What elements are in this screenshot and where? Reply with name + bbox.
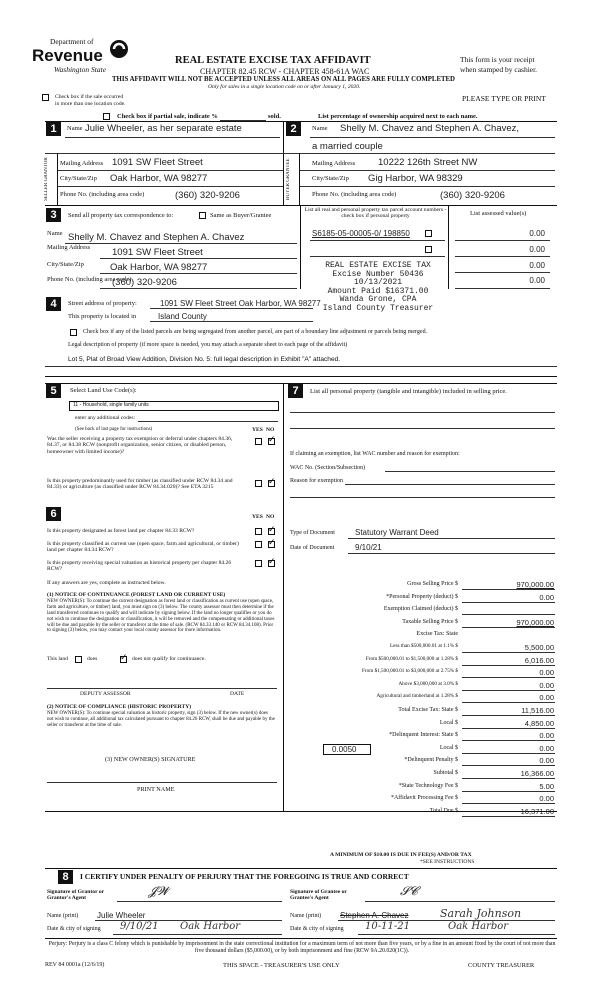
s6-no-label: NO [266, 514, 275, 520]
notice1-body: NEW OWNER(S): To continue the current designation as forest land or classification as current use (open space, farm and agriculture, or timber) land, you must sign on (3) below. The county assessor must then determine if the land transferred continues to qualify and will indicate by signing below. If the land no longer qualifies or you do not wish to continue the designation or classification, it will be removed and the compensating or additional taxes will be due and payable by the seller or transferor at the time of sale. (RCW 84.33.140 or RCW 84.34.108). Prior to signing (3) below, you may contact your local county assessor for more information. [47, 599, 275, 634]
section-5-number: 5 [46, 384, 61, 398]
section-4-number: 4 [46, 297, 61, 311]
legal-label: Legal description of property (if more space is needed, you may attach a separate sheet to each page of the affidavit) [68, 342, 348, 348]
corr-mailing[interactable]: 1091 SW Fleet Street [112, 247, 203, 258]
corr-city-label: City/State/Zip [47, 261, 84, 268]
does-qualify-checkbox[interactable] [75, 656, 82, 663]
land-use-code: 11 - Household, single family units [73, 402, 149, 408]
type-or-print: PLEASE TYPE OR PRINT [462, 94, 546, 103]
multi-location-label: Check box if the sale occurred [55, 94, 124, 100]
form-title: REAL ESTATE EXCISE TAX AFFIDAVIT [175, 55, 371, 66]
tax-row-label: *Delinquent Penalty $ [404, 757, 458, 764]
doc-date-label: Date of Document [290, 545, 335, 551]
s5-q1-yes-checkbox[interactable] [255, 438, 262, 445]
grantor-name[interactable]: Julie Wheeler [97, 911, 146, 920]
personal-property-label: List all personal property (tangible and intangible) included in selling price. [310, 388, 507, 395]
grantee-date-label: Date & city of signing [290, 926, 344, 932]
notice2-title: (2) NOTICE OF COMPLIANCE (HISTORIC PROPERTY) [47, 704, 192, 710]
multi-location-checkbox[interactable] [42, 94, 49, 101]
tax-row-label: Total Excise Tax: State $ [398, 707, 458, 713]
property-street[interactable]: 1091 SW Fleet Street Oak Harbor, WA 98277 [160, 299, 321, 308]
notice1-title: (1) NOTICE OF CONTINUANCE (FOREST LAND OR CURRENT USE) [47, 592, 226, 598]
s5-yes-label: YES [252, 427, 263, 433]
tax-row-label: Local $ [439, 744, 458, 751]
same-as-buyer-label: Same as Buyer/Grantee [210, 212, 272, 219]
buyer-name-2[interactable]: a married couple [312, 141, 383, 152]
section-3-number: 3 [46, 208, 61, 222]
seller-city[interactable]: Oak Harbor, WA 98277 [110, 173, 208, 184]
tax-row-value[interactable]: 0.00 [539, 756, 554, 766]
deputy-assessor-label: DEPUTY ASSESSOR [80, 691, 131, 697]
tax-row-label: From $1,500,000.01 to $3,000,000 at 2.75% $ [362, 668, 458, 675]
tax-row-value[interactable]: 6,016.00 [524, 655, 554, 665]
stamp-line-6: Island County Treasurer [322, 303, 434, 313]
dept-line: Department of [50, 37, 94, 46]
form-number: REV 84 0001a (12/6/19) [45, 962, 105, 968]
seller-phone-label: Phone No. (including area code) [60, 191, 145, 198]
corr-phone[interactable]: (360) 320-9206 [112, 277, 177, 288]
seller-name[interactable]: Julie Wheeler, as her separate estate [85, 123, 242, 134]
tax-row-value[interactable]: 970,000.00 [516, 617, 554, 627]
does-not-label: does not qualify for continuance. [132, 656, 206, 662]
grantor-signature[interactable]: 𝓙𝓦 [148, 884, 169, 898]
s6-q1-yes-checkbox[interactable] [255, 528, 262, 535]
personal-property-checkbox-1[interactable] [425, 230, 432, 237]
personal-property-checkbox-2[interactable] [425, 246, 432, 253]
tax-row-value[interactable]: 5,500.00 [524, 643, 554, 652]
tax-row-value[interactable]: 0.00 [539, 743, 554, 753]
tax-row-value[interactable]: 0.00 [539, 731, 554, 741]
corr-phone-label: Phone No. (including area code) [47, 276, 132, 283]
reason-label: Reason for exemption [290, 478, 343, 484]
assessed-header: List assessed value(s) [470, 210, 527, 217]
additional-codes-label: enter any additional codes: [75, 415, 136, 421]
buyer-name-label: Name [312, 125, 328, 132]
tax-row-value[interactable]: 970,000.00 [516, 580, 554, 589]
s6-q3-yes-checkbox[interactable] [255, 560, 262, 567]
state-line: Washington State [54, 65, 107, 74]
tax-row-label: Excise Tax: State [416, 631, 458, 638]
treasurer-stamp [318, 262, 438, 314]
section-2-number: 2 [286, 122, 301, 136]
corr-name[interactable]: Shelly M. Chavez and Stephen A. Chavez [68, 232, 245, 243]
s5-q2-no-checkbox[interactable] [268, 480, 275, 487]
land-use-box[interactable] [69, 401, 279, 411]
tax-row-value[interactable]: 0.00 [539, 668, 554, 678]
logo-swirl-icon [108, 36, 130, 62]
does-label: does [87, 656, 98, 662]
tax-row-label: Subtotal $ [433, 770, 458, 776]
chapter-line: CHAPTER 82.45 RCW - CHAPTER 458-61A WAC [200, 67, 370, 76]
corr-mailing-label: Mailing Address [47, 244, 91, 251]
warning-line: THIS AFFIDAVIT WILL NOT BE ACCEPTED UNLESS ALL AREAS ON ALL PAGES ARE FULLY COMPLETED [112, 76, 455, 83]
see-back-label: (See back of last page for instructions) [75, 427, 153, 432]
revenue-logo [30, 36, 130, 78]
tax-row-value[interactable]: 0.00 [539, 592, 554, 602]
s6-q2-no-checkbox[interactable] [268, 541, 275, 548]
grantor-name-label: Name (print) [47, 913, 79, 919]
s6-q1-no-checkbox[interactable] [268, 528, 275, 535]
s5-question-2: Is this property predominantly used for timber (as classified under RCW 84.34 and 84.33) or agriculture (as classified under RCW 84.34.020)? See ETA 3215 [47, 478, 233, 491]
doc-type[interactable]: Statutory Warrant Deed [355, 528, 439, 537]
partial-sale-label: Check box if partial sale, indicate % [117, 113, 218, 120]
grantor-sig-label: Signature of Grantor or Grantor's Agent [47, 889, 105, 902]
receipt-note-1: This form is your receipt [460, 55, 535, 64]
s5-no-label: NO [266, 427, 275, 433]
stamp-line-3: 10/13/2021 [353, 278, 402, 288]
seller-phone[interactable]: (360) 320-9206 [175, 190, 240, 201]
treasurer-space: THIS SPACE - TREASURER'S USE ONLY [223, 962, 340, 969]
tax-row-label: Agricultural and timberland at 1.28% $ [376, 693, 458, 700]
s5-question-1: Was the seller receiving a property tax exemption or deferral under chapters 84.36, 84.37, or 84.38 RCW (nonprofit organization, senior citizen, or disabled person, homeowner with limited income)? [47, 436, 233, 455]
stamp-line-1: REAL ESTATE EXCISE TAX [325, 261, 431, 270]
buyer-name[interactable]: Shelly M. Chavez and Stephen A. Chavez, [340, 123, 520, 134]
tax-row-value[interactable]: 11,516.00 [521, 706, 554, 715]
s6-yes-label: YES [252, 514, 263, 520]
grantee-name-label: Name (print) [290, 913, 322, 919]
stamp-line-2: Excise Number 50436 [332, 269, 424, 279]
tax-row-value[interactable]: 5.00 [539, 781, 554, 791]
grantee-signature[interactable]: 𝓢𝓒 [400, 884, 418, 898]
notice2-body: NEW OWNER(S): To continue special valuation as historic property, sign (3) below. If the new owner(s) does not wish to continue, all additional tax calculated pursuant to chapter 84.26 RCW, shall be due and payable by the seller or transferor at the time of sale. [47, 711, 275, 728]
seller-side-label: SELLER GRANTOR [44, 157, 49, 201]
assessed-value-1[interactable]: 0.00 [529, 229, 545, 238]
buyer-side-label: BUYER GRANTEE [286, 158, 291, 200]
county-treasurer: COUNTY TREASURER [468, 962, 535, 969]
tax-row-value[interactable]: 16,366.00 [520, 769, 554, 778]
section-7-number: 7 [288, 384, 303, 398]
buyer-mailing[interactable]: 10222 126th Street NW [378, 157, 478, 168]
minimum-note: A MINIMUM OF $10.00 IS DUE IN FEE(S) AND/OR TAX [330, 852, 472, 858]
grantor-date-label: Date & city of signing [47, 926, 101, 932]
grantor-date[interactable]: 9/10/21 [120, 921, 159, 932]
tax-row-label: Exemption Claimed (deduct) $ [383, 606, 458, 613]
sold-label: sold. [268, 113, 281, 120]
print-name-label: PRINT NAME [137, 786, 175, 793]
assessed-value-3[interactable]: 0.00 [529, 261, 545, 270]
legal-description[interactable]: Lot 5, Plat of Broad View Addition, Division No. 5: full legal description in Exhibit "A" attached. [68, 356, 341, 363]
s6-if-yes: If any answers are yes, complete as instructed below. [47, 580, 166, 586]
correspondence-label: Send all property tax correspondence to: [68, 212, 174, 219]
local-rate-box[interactable] [323, 744, 371, 755]
perjury-notice: Perjury: Perjury is a class C felony which is punishable by imprisonment in the state correctional institution for a maximum term of not more than five years, or by a fine in an amount fixed by the court of not more than five thousand dollars ($5,000.00), or by both imprisonment and fine (RCW 9A.20.020(1C)). [48, 941, 556, 954]
tax-row-label: Above $3,000,000 at 3.0% $ [398, 680, 458, 687]
only-for-line: Only for sales in a single location code on or after January 1, 2020. [208, 84, 361, 90]
corr-city[interactable]: Oak Harbor, WA 98277 [110, 262, 208, 273]
tax-row-label: Taxable Selling Price $ [402, 618, 458, 625]
parcel-number[interactable]: S6185-05-00005-0/ 198850 [312, 229, 410, 238]
tax-row-label: Total Due $ [429, 807, 458, 814]
tax-row-label: Gross Selling Price $ [407, 581, 458, 587]
same-as-buyer-checkbox[interactable] [199, 212, 206, 219]
tax-row-label: Less than $500,000.01 at 1.1% $ [389, 643, 458, 649]
revenue-word: Revenue [32, 46, 103, 65]
assessed-value-4[interactable]: 0.00 [529, 276, 545, 285]
tax-row-label: From $500,000.01 to $1,500,000 at 1.28% $ [365, 655, 458, 662]
located-label: This property is located in [68, 313, 137, 320]
exemption-label: If claiming an exemption, list WAC number and reason for exemption: [290, 451, 460, 457]
this-land-label: This land [47, 656, 68, 662]
grantee-date[interactable]: 10-11-21 [365, 921, 410, 932]
tax-row-label: *Affidavit Processing Fee $ [390, 795, 458, 802]
property-county[interactable]: Island County [158, 312, 207, 321]
tax-row-value[interactable]: 0.00 [539, 794, 554, 804]
seller-city-label: City/State/Zip [60, 175, 97, 182]
tax-row-value[interactable]: 0.00 [539, 693, 554, 703]
seller-mailing[interactable]: 1091 SW Fleet Street [112, 157, 203, 168]
stamp-line-5: Wanda Grone, CPA [339, 295, 417, 305]
segregated-label: Check box if any of the listed parcels are being segregated from another parcel, are part of a boundary line adjustment or parcels being merged. [83, 329, 428, 335]
section-1-number: 1 [46, 122, 61, 136]
partial-sale-checkbox[interactable] [103, 113, 110, 120]
tax-row-label: *Personal Property (deduct) $ [386, 593, 458, 600]
receipt-note-2: when stamped by cashier. [460, 65, 538, 74]
s6-question-2: Is this property classified as current use (open space, farm and agricultural, or timber) land per chapter 84.34 RCW? [47, 541, 239, 554]
street-label: Street address of property: [68, 300, 137, 307]
grantee-sig-label: Signature of Grantee or Grantee's Agent [290, 889, 347, 902]
new-owner-sig-label: (3) NEW OWNER(S) SIGNATURE [105, 756, 196, 763]
tax-row-label: *State Technology Fee $ [398, 782, 458, 789]
certify-statement: I CERTIFY UNDER PENALTY OF PERJURY THAT THE FOREGOING IS TRUE AND CORRECT [80, 872, 409, 881]
tax-row-label: *Delinquent Interest: State $ [389, 732, 458, 739]
buyer-phone[interactable]: (360) 320-9206 [440, 190, 505, 201]
section-8-number: 8 [58, 870, 73, 884]
parcel-header: List all real and personal property tax parcel account numbers - check box if personal property [304, 207, 447, 220]
seller-mailing-label: Mailing Address [60, 160, 104, 167]
grantee-name-2[interactable]: Sarah Johnson [440, 907, 522, 920]
grantee-name[interactable]: Stephen A. Chavez [340, 911, 409, 920]
grantee-city[interactable]: Oak Harbor [448, 921, 509, 932]
tax-row-value[interactable]: 16,371.00 [520, 806, 554, 816]
land-use-label: Select Land Use Code(s): [70, 387, 137, 394]
see-instructions: *SEE INSTRUCTIONS [420, 859, 475, 865]
does-not-qualify-checkbox[interactable] [120, 656, 127, 663]
tax-row-label: Local $ [439, 719, 458, 726]
s6-question-1: Is this property designated as forest land per chapter 84.33 RCW? [47, 528, 195, 534]
local-rate: 0.0050 [332, 745, 357, 754]
ownership-note: List percentage of ownership acquired next to each name. [318, 113, 478, 120]
buyer-mailing-label: Mailing Address [312, 160, 356, 167]
buyer-phone-label: Phone No. (including area code) [312, 191, 397, 198]
s6-question-3: Is this property receiving special valuation as historical property per chapter 84.26 RCW? [47, 560, 232, 573]
deputy-date-label: DATE [230, 691, 245, 697]
buyer-city-label: City/State/Zip [312, 175, 349, 182]
buyer-city[interactable]: Gig Harbor, WA 98329 [368, 173, 463, 184]
assessed-value-2[interactable]: 0.00 [529, 245, 545, 254]
tax-row-value[interactable]: 4,850.00 [524, 718, 554, 728]
s6-q3-no-checkbox[interactable] [268, 560, 275, 567]
grantor-city[interactable]: Oak Harbor [180, 921, 241, 932]
doc-date[interactable]: 9/10/21 [355, 543, 382, 552]
wac-label: WAC No. (Section/Subsection) [290, 465, 366, 471]
multi-location-label-2: in more than one location code. [55, 101, 126, 107]
s6-q2-yes-checkbox[interactable] [255, 541, 262, 548]
corr-name-label: Name [47, 230, 63, 237]
segregated-checkbox[interactable] [70, 329, 77, 336]
section-6-number: 6 [46, 507, 61, 521]
doc-type-label: Type of Document [290, 530, 335, 536]
seller-name-label: Name [67, 125, 83, 132]
s5-q2-yes-checkbox[interactable] [255, 480, 262, 487]
s5-q1-no-checkbox[interactable] [268, 438, 275, 445]
tax-row-value[interactable]: 0.00 [539, 680, 554, 690]
stamp-line-4: Amount Paid $16371.00 [327, 286, 429, 296]
